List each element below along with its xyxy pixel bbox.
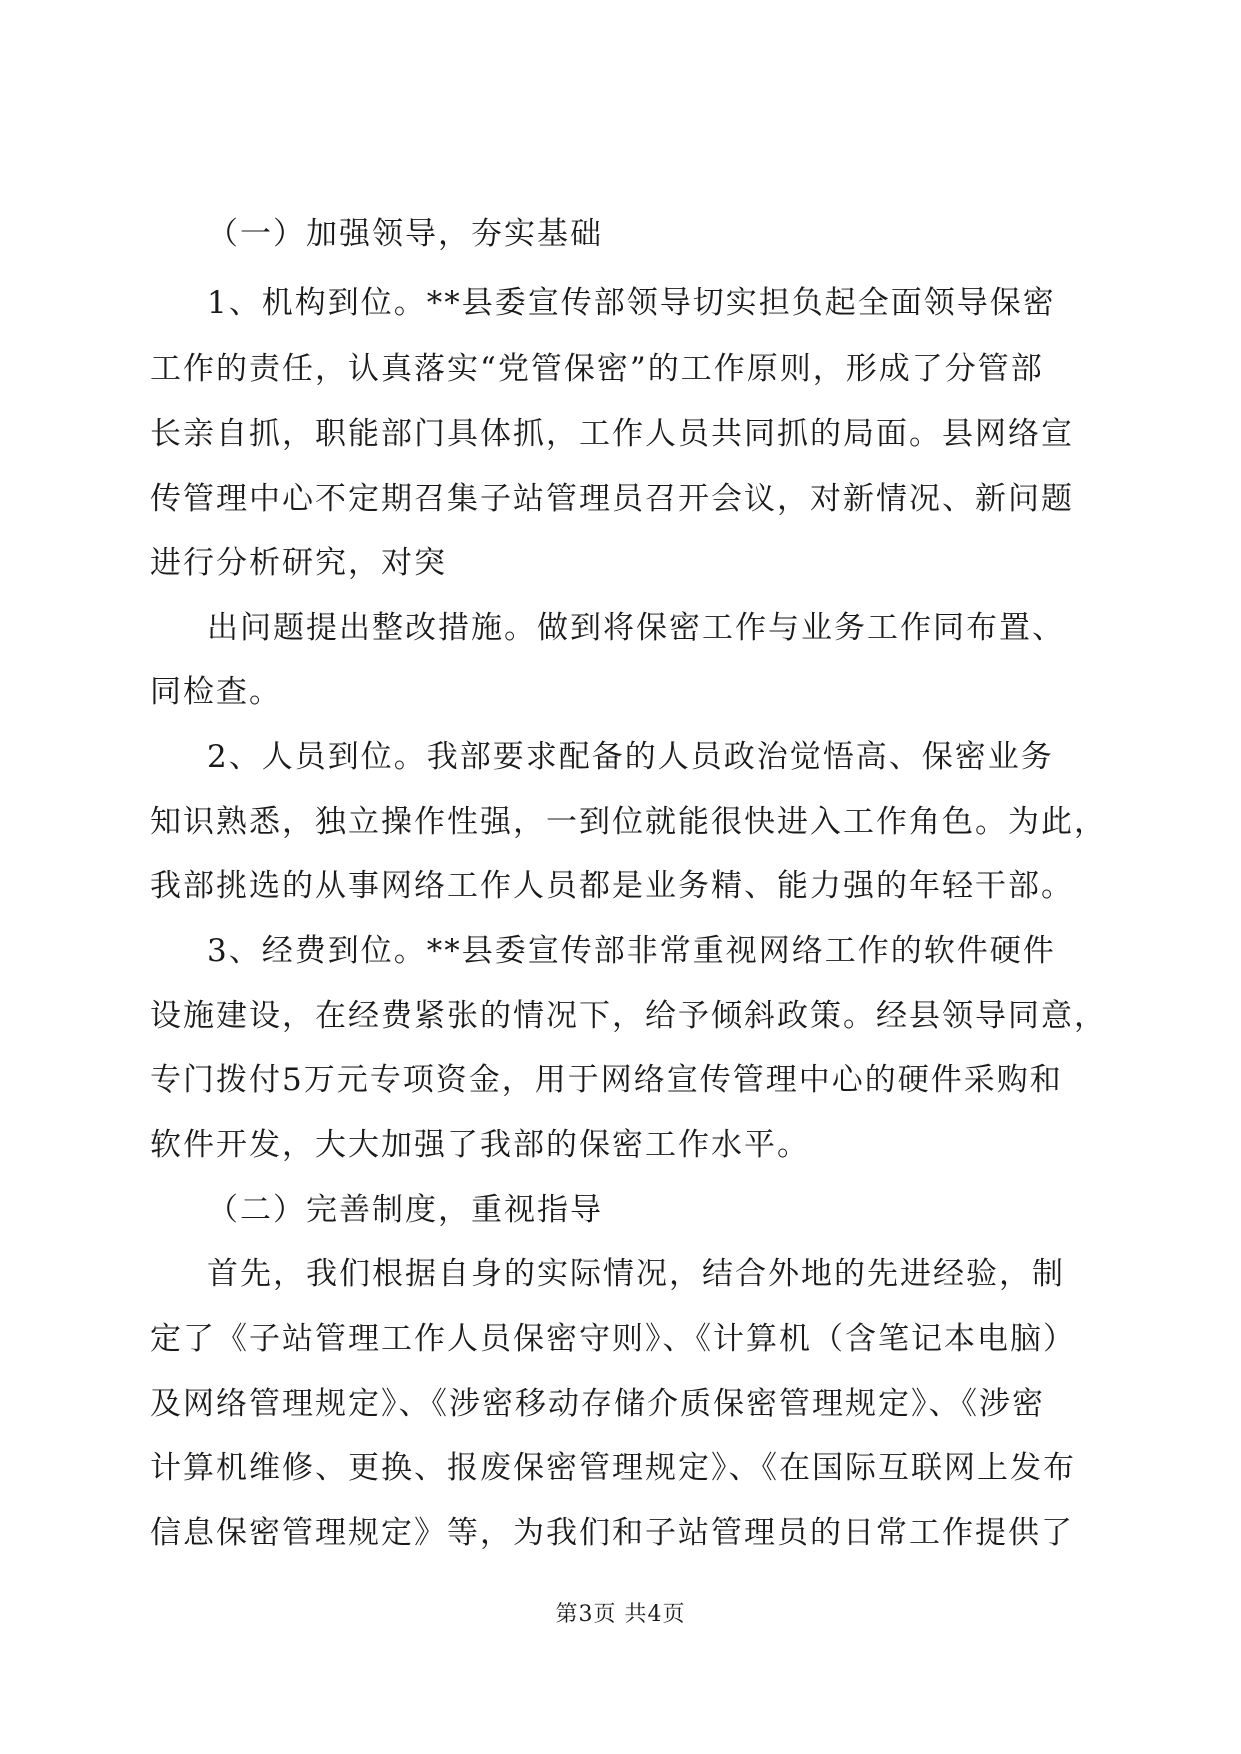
- paragraph-line: 计算机维修、更换、报废保密管理规定》、《在国际互联网上发布: [150, 1450, 1076, 1486]
- paragraph-line: 知识熟悉，独立操作性强，一到位就能很快进入工作角色。为此，: [150, 804, 1107, 840]
- paragraph-line: 专门拨付5万元专项资金，用于网络宣传管理中心的硬件采购和: [150, 1062, 1063, 1098]
- page-footer: 第3页 共4页: [555, 1602, 686, 1627]
- paragraph-line: 长亲自抓，职能部门具体抓，工作人员共同抓的局面。县网络宣: [150, 416, 1074, 452]
- paragraph-line: 同检查。: [150, 674, 282, 710]
- section-heading-2: （二）完善制度，重视指导: [207, 1192, 603, 1228]
- paragraph-line: 出问题提出整改措施。做到将保密工作与业务工作同布置、: [207, 610, 1065, 646]
- paragraph-line: 传管理中心不定期召集子站管理员召开会议，对新情况、新问题: [150, 481, 1074, 517]
- paragraph-line: 及网络管理规定》、《涉密移动存储介质保密管理规定》、《涉密: [150, 1386, 1045, 1422]
- paragraph-line: 定了《子站管理工作人员保密守则》、《计算机（含笔记本电脑）: [150, 1321, 1076, 1357]
- section-heading-1: （一）加强领导，夯实基础: [207, 216, 603, 252]
- paragraph-line: 设施建设，在经费紧张的情况下，给予倾斜政策。经县领导同意，: [150, 998, 1107, 1034]
- paragraph-line: 进行分析研究，对突: [150, 545, 447, 581]
- paragraph-line: 信息保密管理规定》等，为我们和子站管理员的日常工作提供了: [150, 1515, 1074, 1551]
- paragraph-line: 工作的责任，认真落实“党管保密”的工作原则，形成了分管部: [150, 351, 1044, 387]
- paragraph-line: 1、机构到位。**县委宣传部领导切实担负起全面领导保密: [207, 285, 1056, 321]
- paragraph-line: 2、人员到位。我部要求配备的人员政治觉悟高、保密业务: [207, 739, 1054, 775]
- paragraph-line: 软件开发，大大加强了我部的保密工作水平。: [150, 1127, 810, 1163]
- paragraph-line: 首先，我们根据自身的实际情况，结合外地的先进经验，制: [207, 1256, 1065, 1292]
- paragraph-line: 3、经费到位。**县委宣传部非常重视网络工作的软件硬件: [207, 933, 1056, 969]
- paragraph-line: 我部挑选的从事网络工作人员都是业务精、能力强的年轻干部。: [150, 868, 1074, 904]
